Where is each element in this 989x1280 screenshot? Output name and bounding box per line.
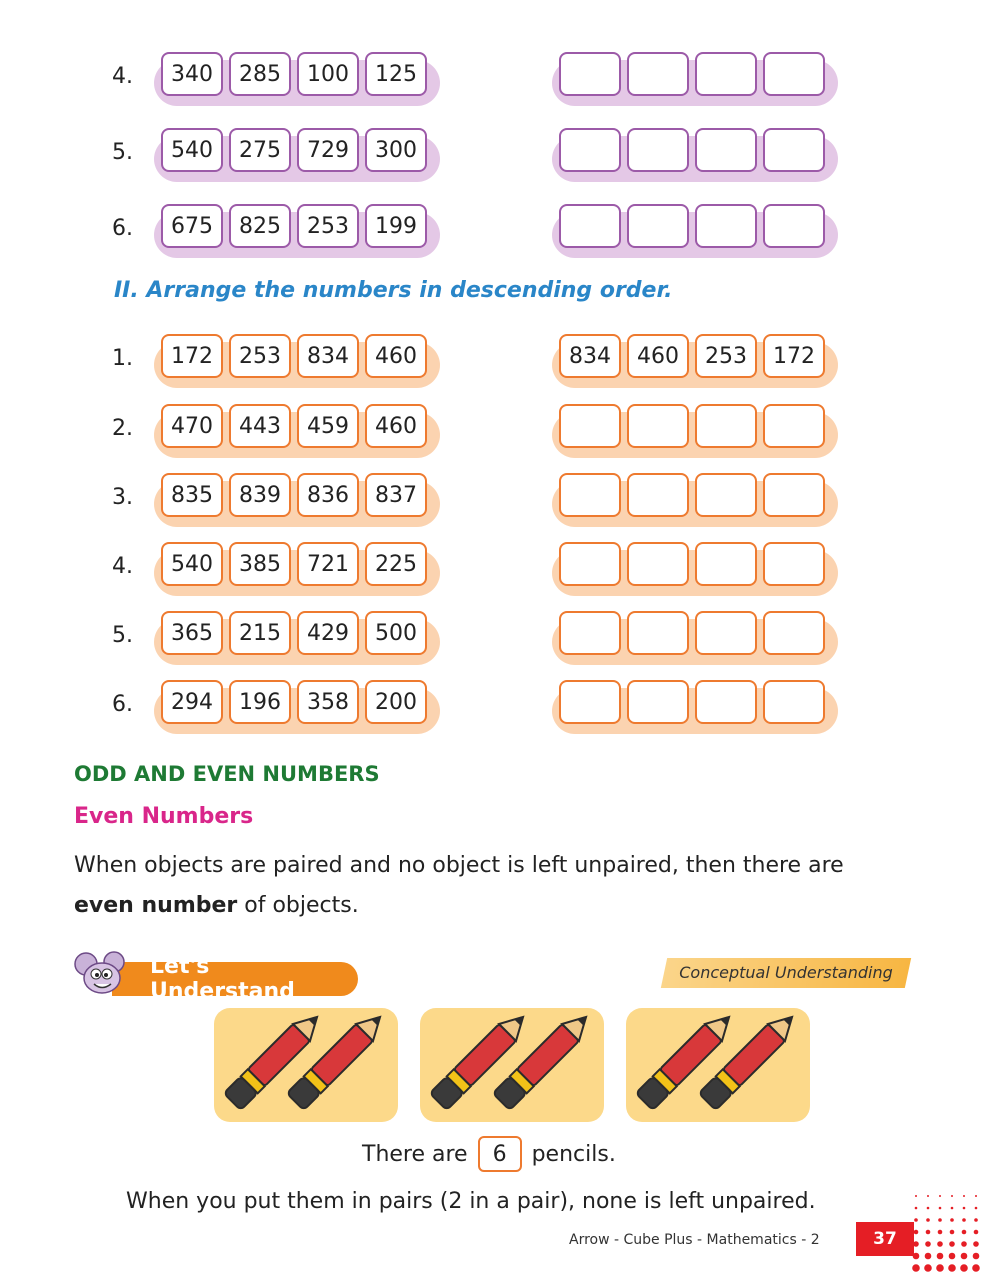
lets-understand-banner — [74, 950, 362, 1004]
number-cell: 443 — [229, 404, 291, 448]
question-number: 6. — [112, 692, 133, 717]
answer-cell[interactable] — [627, 404, 689, 448]
answer-cell[interactable]: 172 — [763, 334, 825, 378]
question-number: 4. — [112, 554, 133, 579]
answer-boxes — [552, 342, 838, 388]
answer-cell[interactable] — [627, 204, 689, 248]
instruction-descending: II. Arrange the numbers in descending order. — [114, 278, 673, 303]
section-heading: ODD AND EVEN NUMBERS — [74, 762, 380, 786]
number-cell: 429 — [297, 611, 359, 655]
answer-boxes — [552, 60, 838, 106]
dot-pattern-decoration — [912, 1192, 989, 1280]
answer-cell[interactable] — [695, 473, 757, 517]
pencil-icon — [420, 1008, 604, 1122]
given-numbers — [154, 550, 440, 596]
answer-cell[interactable] — [763, 542, 825, 586]
answer-cell[interactable] — [627, 52, 689, 96]
answer-cell[interactable] — [695, 542, 757, 586]
answer-cell[interactable] — [695, 680, 757, 724]
number-cell: 275 — [229, 128, 291, 172]
conceptual-understanding-tag — [661, 958, 911, 988]
answer-cell[interactable] — [763, 204, 825, 248]
answer-cell[interactable] — [695, 404, 757, 448]
definition-line-2 — [74, 890, 924, 922]
given-numbers — [154, 60, 440, 106]
number-cell: 675 — [161, 204, 223, 248]
question-number: 1. — [112, 346, 133, 371]
answer-cell[interactable] — [627, 611, 689, 655]
answer-cell[interactable] — [627, 680, 689, 724]
number-cell: 294 — [161, 680, 223, 724]
mouse-mascot-icon — [74, 950, 134, 998]
answer-cell[interactable] — [763, 404, 825, 448]
number-cell: 837 — [365, 473, 427, 517]
number-cell: 100 — [297, 52, 359, 96]
footer-book-title: Arrow - Cube Plus - Mathematics - 2 — [569, 1232, 820, 1248]
answer-boxes — [552, 136, 838, 182]
pencil-icon — [214, 1008, 398, 1122]
answer-cell[interactable] — [695, 611, 757, 655]
number-cell: 340 — [161, 52, 223, 96]
answer-cell[interactable]: 460 — [627, 334, 689, 378]
number-cell: 540 — [161, 542, 223, 586]
answer-cell[interactable] — [559, 128, 621, 172]
answer-cell[interactable] — [627, 542, 689, 586]
count-answer-box[interactable]: 6 — [478, 1136, 522, 1172]
number-cell: 365 — [161, 611, 223, 655]
answer-boxes — [552, 212, 838, 258]
question-number: 6. — [112, 216, 133, 241]
number-cell: 285 — [229, 52, 291, 96]
definition-line-1: When objects are paired and no object is left unpaired, then there are — [74, 853, 844, 878]
descending-row-2 — [0, 404, 989, 458]
answer-cell[interactable] — [627, 128, 689, 172]
answer-boxes — [552, 550, 838, 596]
given-numbers — [154, 212, 440, 258]
question-number: 2. — [112, 416, 133, 441]
bold-term: even number — [74, 893, 238, 918]
banner-label: Let's Understand — [112, 962, 358, 996]
answer-cell[interactable] — [763, 52, 825, 96]
number-cell: 834 — [297, 334, 359, 378]
number-cell: 253 — [229, 334, 291, 378]
given-numbers — [154, 619, 440, 665]
number-cell: 839 — [229, 473, 291, 517]
answer-cell[interactable] — [695, 52, 757, 96]
definition-rest: of objects. — [237, 893, 359, 918]
answer-boxes — [552, 688, 838, 734]
number-cell: 470 — [161, 404, 223, 448]
number-cell: 300 — [365, 128, 427, 172]
answer-cell[interactable] — [559, 680, 621, 724]
answer-cell[interactable] — [695, 128, 757, 172]
number-cell: 500 — [365, 611, 427, 655]
answer-boxes — [552, 481, 838, 527]
answer-cell[interactable] — [627, 473, 689, 517]
question-number: 4. — [112, 64, 133, 89]
pencil-pair-3 — [626, 1008, 810, 1122]
number-cell: 215 — [229, 611, 291, 655]
descending-row-4 — [0, 542, 989, 596]
descending-row-5 — [0, 611, 989, 665]
page-number: 37 — [856, 1222, 914, 1256]
count-after: pencils. — [531, 1141, 616, 1167]
question-number: 5. — [112, 623, 133, 648]
number-cell: 459 — [297, 404, 359, 448]
number-cell: 540 — [161, 128, 223, 172]
answer-cell[interactable] — [559, 404, 621, 448]
number-cell: 721 — [297, 542, 359, 586]
sub-heading: Even Numbers — [74, 804, 254, 829]
number-cell: 385 — [229, 542, 291, 586]
number-cell: 460 — [365, 334, 427, 378]
given-numbers — [154, 412, 440, 458]
number-cell: 225 — [365, 542, 427, 586]
question-number: 5. — [112, 140, 133, 165]
ascending-row-6 — [0, 204, 989, 258]
number-cell: 825 — [229, 204, 291, 248]
number-cell: 460 — [365, 404, 427, 448]
given-numbers — [154, 481, 440, 527]
answer-cell[interactable] — [559, 52, 621, 96]
count-before: There are — [362, 1141, 468, 1167]
ascending-row-5 — [0, 128, 989, 182]
number-cell: 172 — [161, 334, 223, 378]
given-numbers — [154, 342, 440, 388]
given-numbers — [154, 136, 440, 182]
answer-cell[interactable] — [763, 611, 825, 655]
answer-cell[interactable] — [763, 680, 825, 724]
answer-cell[interactable] — [763, 473, 825, 517]
number-cell: 836 — [297, 473, 359, 517]
question-number: 3. — [112, 485, 133, 510]
ascending-row-4 — [0, 52, 989, 106]
descending-row-1 — [0, 334, 989, 388]
number-cell: 253 — [297, 204, 359, 248]
number-cell: 199 — [365, 204, 427, 248]
descending-row-3 — [0, 473, 989, 527]
number-cell: 358 — [297, 680, 359, 724]
conclusion-text: When you put them in pairs (2 in a pair), none is left unpaired. — [126, 1189, 816, 1214]
answer-cell[interactable] — [695, 204, 757, 248]
answer-cell[interactable] — [559, 473, 621, 517]
answer-cell[interactable]: 253 — [695, 334, 757, 378]
pencil-icon — [626, 1008, 810, 1122]
pencil-pair-1 — [214, 1008, 398, 1122]
answer-cell[interactable] — [559, 204, 621, 248]
answer-cell[interactable] — [559, 611, 621, 655]
given-numbers — [154, 688, 440, 734]
answer-cell[interactable] — [763, 128, 825, 172]
answer-boxes — [552, 412, 838, 458]
number-cell: 729 — [297, 128, 359, 172]
pencil-pair-2 — [420, 1008, 604, 1122]
answer-cell[interactable] — [559, 542, 621, 586]
descending-row-6 — [0, 680, 989, 734]
answer-cell[interactable]: 834 — [559, 334, 621, 378]
answer-boxes — [552, 619, 838, 665]
number-cell: 200 — [365, 680, 427, 724]
number-cell: 196 — [229, 680, 291, 724]
number-cell: 835 — [161, 473, 223, 517]
pencil-count-line — [362, 1136, 616, 1172]
tag-label: Conceptual Understanding — [679, 963, 893, 982]
number-cell: 125 — [365, 52, 427, 96]
